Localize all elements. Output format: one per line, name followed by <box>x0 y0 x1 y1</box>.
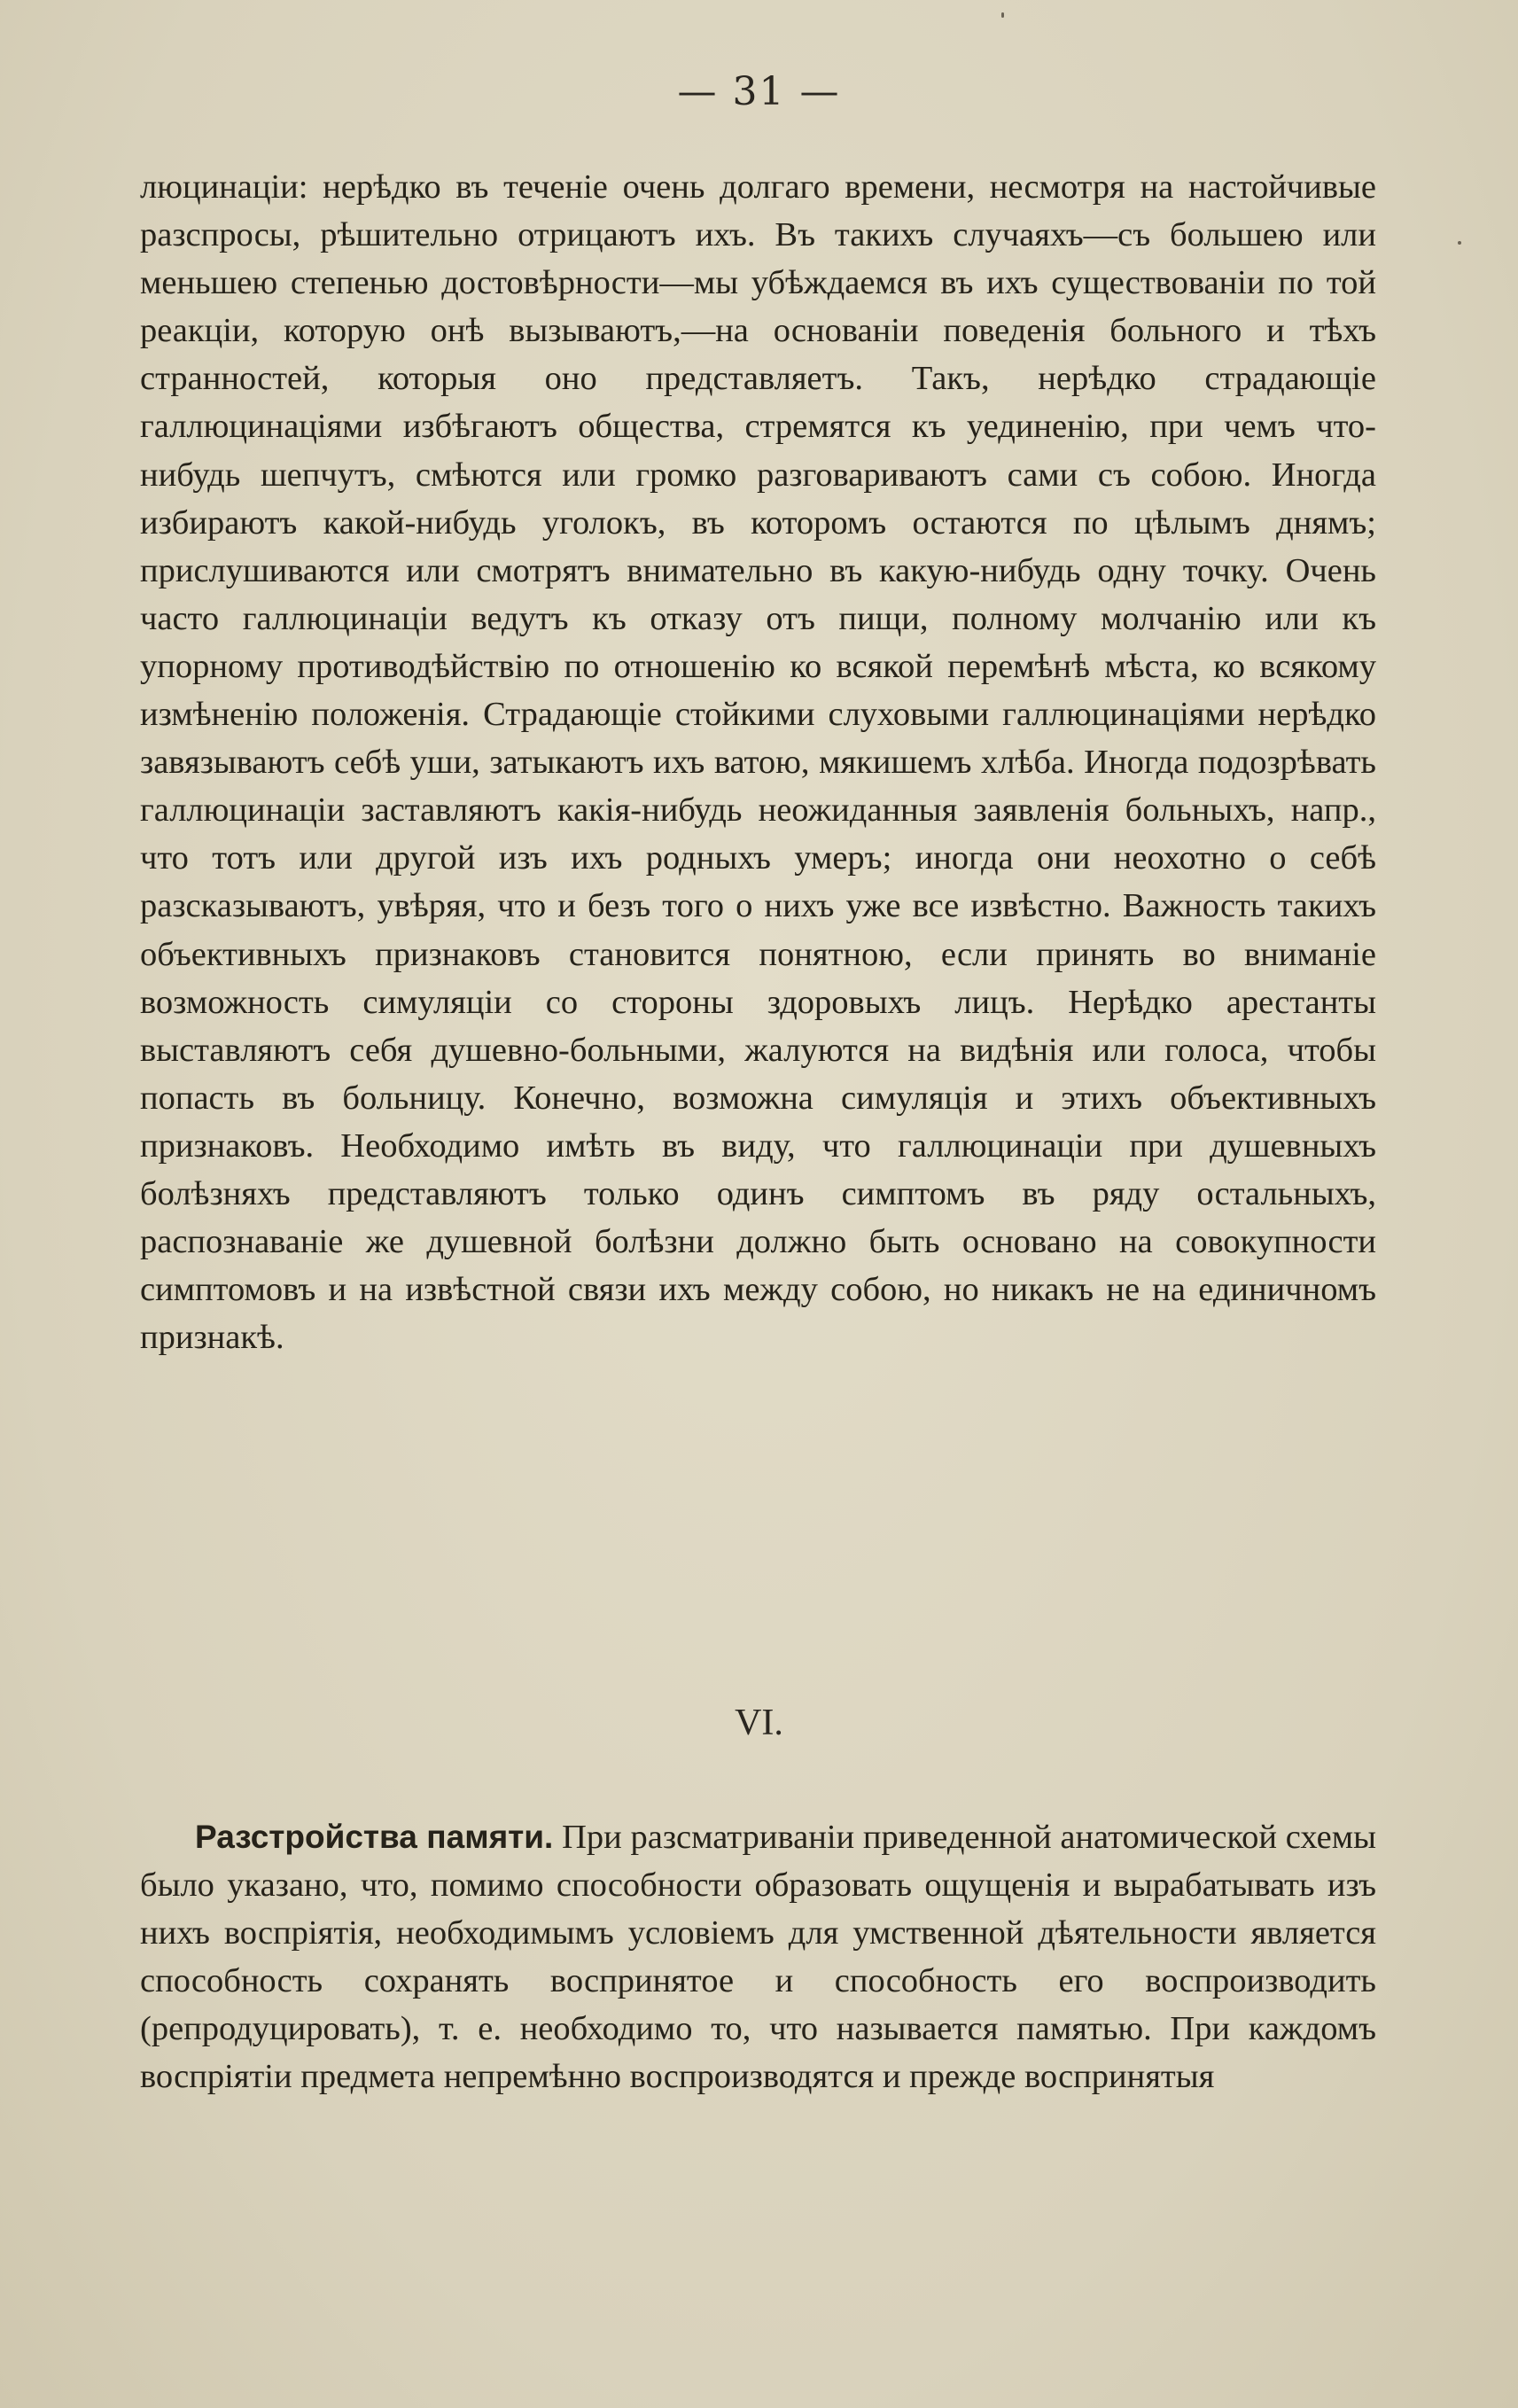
paper-speck <box>1001 12 1004 18</box>
paragraph-text: При разсматриваніи приведенной анатомической схемы было указано, что, помимо способности образовать ощущенія и вырабатывать изъ нихъ воспріятія, необходимымъ условіемъ для умственной дѣятельности является способность сохранять воспринятое и способность его воспроизводить (репродуцировать), т. е. необходимо то, что называется памятью. При каждомъ воспріятіи предмета непремѣнно воспроизводятся и прежде воспринятыя <box>140 1819 1376 2096</box>
paragraph-memory-disorders <box>140 1813 1376 2101</box>
paper-speck <box>1458 241 1461 245</box>
paragraph-hallucinations: люцинаціи: нерѣдко въ теченіе очень долгаго времени, несмотря на настойчивые разспросы, рѣшительно отрицаютъ ихъ. Въ такихъ случаяхъ—съ большею или меньшею степенью достовѣрности—мы убѣждаемся въ ихъ существованіи по той реакціи, которую онѣ вызываютъ,—на основаніи поведенія больного и тѣхъ странностей, которыя оно представляетъ. Такъ, нерѣдко страдающіе галлюцинаціями избѣгаютъ общества, стремятся къ уединенію, при чемъ что-нибудь шепчутъ, смѣются или громко разговариваютъ сами съ собою. Иногда избираютъ какой-нибудь уголокъ, въ которомъ остаются по цѣлымъ днямъ; прислушиваются или смотрятъ внимательно въ какую-нибудь одну точку. Очень часто галлюцинаціи ведутъ къ отказу отъ пищи, полному молчанію или къ упорному противодѣйствію по отношенію ко всякой перемѣнѣ мѣста, ко всякому измѣненію положенія. Страдающіе стойкими слуховыми галлюцинаціями нерѣдко завязываютъ себѣ уши, затыкаютъ ихъ ватою, мякишемъ хлѣба. Иногда подозрѣвать галлюцинаціи заставляютъ какія-нибудь неожиданныя заявленія больныхъ, напр., что тотъ или другой изъ ихъ родныхъ умеръ; иногда они неохотно о себѣ разсказываютъ, увѣряя, что и безъ того о нихъ уже все извѣстно. Важность такихъ объективныхъ признаковъ становится понятною, если принять во вниманіе возможность симуляціи со стороны здоровыхъ лицъ. Нерѣдко арестанты выставляютъ себя душевно-больными, жалуются на видѣнія или голоса, чтобы попасть въ больницу. Конечно, возможна симуляція и этихъ объективныхъ признаковъ. Необходимо имѣть въ виду, что галлюцинаціи при душевныхъ болѣзняхъ представляютъ только одинъ симптомъ въ ряду остальныхъ, распознаваніе же душевной болѣзни должно быть основано на совокупности симптомовъ и на извѣстной связи ихъ между собою, но никакъ не на единичномъ признакѣ. <box>140 168 1376 1357</box>
section-heading: VI. <box>735 1703 783 1743</box>
page-number: — 31 — <box>677 69 841 114</box>
run-in-heading: Разстройства памяти. <box>195 1819 554 1855</box>
